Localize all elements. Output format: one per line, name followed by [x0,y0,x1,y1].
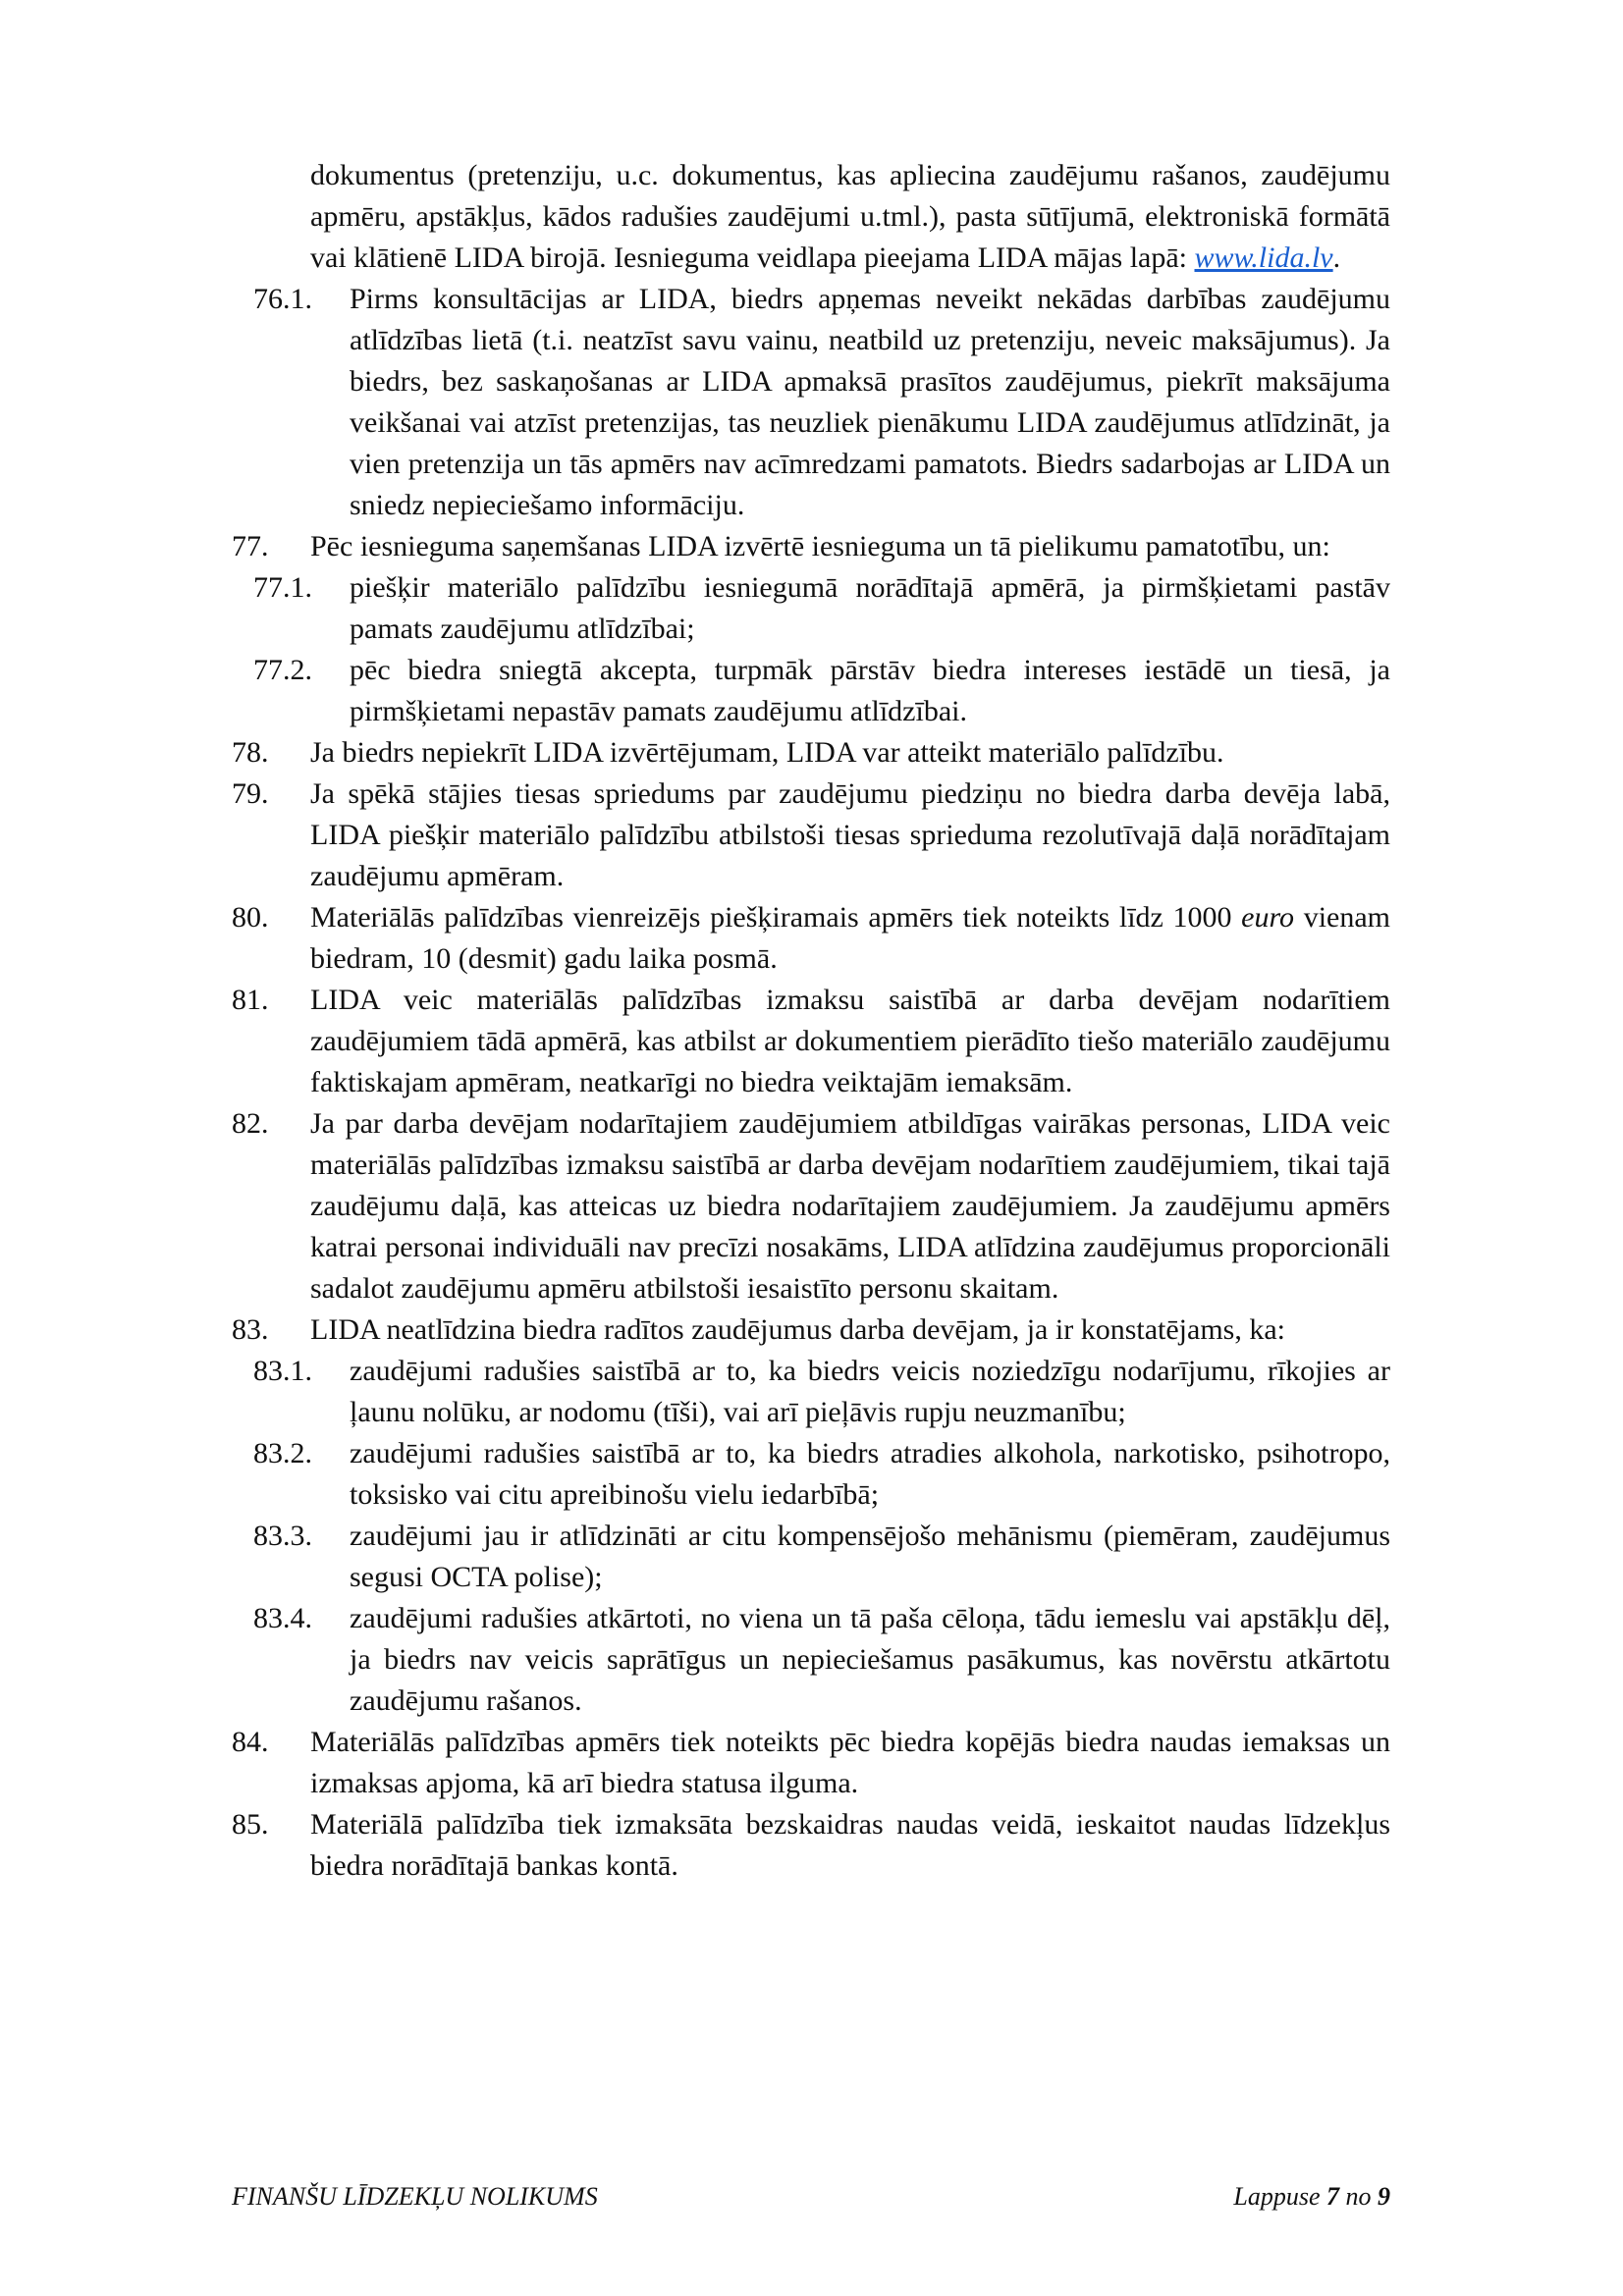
clause-text: Materiālās palīdzības apmērs tiek noteikts pēc biedra kopējās biedra naudas iemaksas un izmaksas apjoma, kā arī biedra statusa ilguma. [310,1726,1390,1799]
clause-77 [232,526,1390,567]
clause-text-after: vienam biedram, 10 (desmit) gadu laika posmā. [310,901,1390,975]
intro-link-suffix: . [1332,241,1341,274]
clause-text: zaudējumi jau ir atlīdzināti ar citu kompensējošo mehānismu (piemēram, zaudējumus segusi OCTA polise); [350,1520,1390,1593]
clause-78 [232,732,1390,774]
clause-text: Ja spēkā stājies tiesas spriedums par zaudējumu piedziņu no biedra darba devēja labā, LIDA piešķir materiālo palīdzību atbilstoši tiesas sprieduma rezolutīvajā daļā norādītajam zaudējumu apmēram. [310,777,1390,892]
page-prefix: Lappuse [1233,2182,1326,2211]
clause-77-2 [232,650,1390,732]
clause-text: Materiālās palīdzības vienreizējs piešķiramais apmērs tiek noteikts līdz 1000 [310,901,1242,934]
clause-text: Materiālā palīdzība tiek izmaksāta bezskaidras naudas veidā, ieskaitot naudas līdzekļus biedra norādītajā bankas kontā. [310,1808,1390,1882]
clause-79 [232,774,1390,897]
website-link[interactable]: www.lida.lv [1194,241,1333,274]
clause-83-1 [232,1351,1390,1433]
intro-paragraph [232,155,1390,279]
intro-text: dokumentus (pretenziju, u.c. dokumentus, kas apliecina zaudējumu rašanos, zaudējumu apmēru, apstākļus, kādos radušies zaudējumi u.tml.), pasta sūtījumā, elektroniskā formātā vai klātienē LIDA birojā. Iesnieguma veidlapa pieejama LIDA mājas lapā: [310,159,1390,274]
clause-number: 82. [232,1107,269,1140]
clause-text: Ja par darba devējam nodarītajiem zaudējumiem atbildīgas vairākas personas, LIDA veic materiālās palīdzības izmaksu saistībā ar darba devējam nodarītiem zaudējumiem, tikai tajā zaudējumu daļā, kas atteicas uz biedra nodarītajiem zaudējumiem. Ja zaudējumu apmērs katrai personai individuāli nav precīzi nosakāms, LIDA atlīdzina zaudējumus proporcionāli sadalot zaudējumu apmēru atbilstoši iesaistīto personu skaitam. [310,1107,1390,1305]
clause-83-4 [232,1598,1390,1722]
clause-number: 83.2. [253,1437,312,1469]
clause-81 [232,980,1390,1103]
clause-number: 76.1. [253,283,312,315]
clause-number: 77.1. [253,571,312,604]
clause-84 [232,1722,1390,1804]
clause-number: 81. [232,984,269,1016]
clause-text: pēc biedra sniegtā akcepta, turpmāk pārstāv biedra intereses iestādē un tiesā, ja pirmšķietami nepastāv pamats zaudējumu atlīdzībai. [350,654,1390,727]
clause-text: Pirms konsultācijas ar LIDA, biedrs apņemas neveikt nekādas darbības zaudējumu atlīdzības lietā (t.i. neatzīst savu vainu, neatbild uz pretenziju, neveic maksājumus). Ja biedrs, bez saskaņošanas ar LIDA apmaksā prasītos zaudējumus, piekrīt maksājuma veikšanai vai atzīst pretenzijas, tas neuzliek pienākumu LIDA zaudējumus atlīdzināt, ja vien pretenzija un tās apmērs nav acīmredzami pamatots. Biedrs sadarbojas ar LIDA un sniedz nepieciešamo informāciju. [350,283,1390,521]
page-current: 7 [1326,2182,1339,2211]
footer-page-number [1233,2181,1390,2213]
clause-text: Pēc iesnieguma saņemšanas LIDA izvērtē iesnieguma un tā pielikumu pamatotību, un: [310,530,1330,562]
clause-85 [232,1804,1390,1887]
clause-83 [232,1309,1390,1351]
clause-text: zaudējumi radušies saistībā ar to, ka biedrs veicis noziedzīgu nodarījumu, rīkojies ar ļaunu nolūku, ar nodomu (tīši), vai arī pieļāvis rupju neuzmanību; [350,1355,1390,1428]
clause-number: 77. [232,530,269,562]
clause-number: 83. [232,1313,269,1346]
clause-number: 77.2. [253,654,312,686]
page-total: 9 [1378,2182,1390,2211]
clause-number: 78. [232,736,269,769]
clause-number: 79. [232,777,269,810]
clause-83-2 [232,1433,1390,1516]
clause-text: LIDA neatlīdzina biedra radītos zaudējumus darba devējam, ja ir konstatējams, ka: [310,1313,1285,1346]
clause-80 [232,897,1390,980]
document-body [232,155,1390,1887]
clause-number: 83.3. [253,1520,312,1552]
clause-text: zaudējumi radušies atkārtoti, no viena un tā paša cēloņa, tādu iemeslu vai apstākļu dēļ, ja biedrs nav veicis saprātīgus un nepieciešamus pasākumus, kas novērstu atkārtotu zaudējumu rašanos. [350,1602,1390,1717]
clause-77-1 [232,567,1390,650]
currency-italic: euro [1241,901,1295,934]
clause-number: 83.1. [253,1355,312,1387]
page-mid: no [1339,2182,1378,2211]
clause-text: piešķir materiālo palīdzību iesniegumā norādītajā apmērā, ja pirmšķietami pastāv pamats zaudējumu atlīdzībai; [350,571,1390,645]
clause-number: 84. [232,1726,269,1758]
footer-document-title: FINANŠU LĪDZEKĻU NOLIKUMS [232,2182,598,2211]
clause-number: 83.4. [253,1602,312,1634]
clause-text: Ja biedrs nepiekrīt LIDA izvērtējumam, LIDA var atteikt materiālo palīdzību. [310,736,1224,769]
clause-83-3 [232,1516,1390,1598]
clause-text: LIDA veic materiālās palīdzības izmaksu saistībā ar darba devējam nodarītiem zaudējumiem tādā apmērā, kas atbilst ar dokumentiem pierādīto tiešo materiālo zaudējumu faktiskajam apmēram, neatkarīgi no biedra veiktajām iemaksām. [310,984,1390,1098]
clause-text: zaudējumi radušies saistībā ar to, ka biedrs atradies alkohola, narkotisko, psihotropo, toksisko vai citu apreibinošu vielu iedarbībā; [350,1437,1390,1511]
clause-76-1 [232,279,1390,526]
clause-number: 85. [232,1808,269,1841]
clause-82 [232,1103,1390,1309]
clause-number: 80. [232,901,269,934]
